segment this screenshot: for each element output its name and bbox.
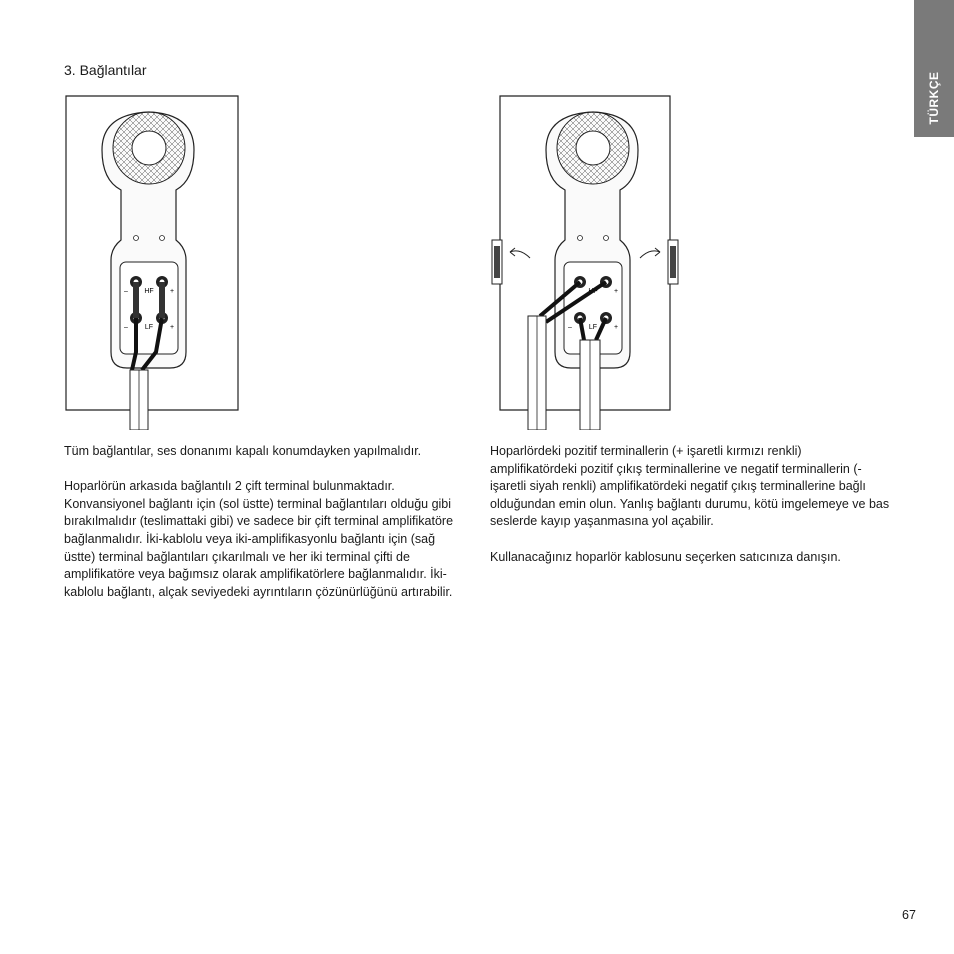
label-lf-minus: – bbox=[568, 324, 572, 331]
driver-port bbox=[576, 131, 610, 165]
label-hf-plus: + bbox=[169, 288, 175, 295]
paragraph: Kullanacağınız hoparlör kablosunu seçerken satıcınıza danışın. bbox=[490, 549, 841, 564]
label-hf-minus: – bbox=[124, 288, 128, 295]
driver-port bbox=[132, 131, 166, 165]
language-tab bbox=[914, 0, 954, 137]
label-hf: HF bbox=[588, 288, 598, 295]
label-lf-minus: – bbox=[124, 324, 128, 331]
language-tab-label: TÜRKÇE bbox=[927, 71, 941, 125]
speaker-back-diagram-right bbox=[480, 90, 690, 430]
paragraph: Hoparlördeki pozitif terminallerin (+ işaretli kırmızı renkli) amplifikatördeki pozitif çıkış terminallerine ve negatif terminallerin (- işaretli siyah renkli) amplifikatördeki negatif çıkış terminallerine bağlı olduğundan emin olun. Yanlış bağlantı durumu, kötü imgelemeye ve bas seslerde kayıp yaşanmasına yol açabilir. bbox=[490, 444, 890, 529]
label-lf: LF bbox=[144, 324, 154, 331]
figure-biwire-connection bbox=[480, 90, 690, 430]
right-text-column bbox=[490, 443, 890, 584]
left-text-column bbox=[64, 443, 464, 619]
removed-jumper-left bbox=[492, 240, 530, 284]
paragraph: Tüm bağlantılar, ses donanımı kapalı konumdayken yapılmalıdır. bbox=[64, 444, 422, 458]
label-hf-plus: + bbox=[613, 288, 619, 295]
page-number: 67 bbox=[902, 908, 916, 922]
removed-jumper-right bbox=[640, 240, 678, 284]
label-lf-plus: + bbox=[169, 324, 175, 331]
jumper-minus bbox=[133, 282, 139, 318]
figure-conventional-connection bbox=[58, 90, 248, 430]
paragraph: Hoparlörün arkasıda bağlantılı 2 çift terminal bulunmaktadır. Konvansiyonel bağlantı için (sol üstte) terminal bağlantıları olduğu gibi bırakılmalıdır (teslimattaki gibi) ve sadece bir çift terminal amplifikatöre bağlanmalıdır. İki-kablolu veya iki-amplifikasyonlu bağlantı için (sağ üstte) terminal bağlantıları çıkarılmalı ve her iki terminal çifti de amplifikatöre veya bağımsız olarak amplifikatörlere bağlanmalıdır. İki-kablolu bağlantı, alçak seviyedeki ayrıntıların çözünürlüğünü artırabilir. bbox=[64, 479, 454, 599]
label-lf: LF bbox=[588, 324, 598, 331]
jumper-plus bbox=[159, 282, 165, 318]
label-hf: HF bbox=[144, 288, 154, 295]
terminal-plate bbox=[120, 262, 178, 354]
label-hf-minus: – bbox=[568, 288, 572, 295]
label-lf-plus: + bbox=[613, 324, 619, 331]
speaker-back-diagram-left bbox=[58, 90, 248, 430]
section-title: 3. Bağlantılar bbox=[64, 62, 147, 78]
